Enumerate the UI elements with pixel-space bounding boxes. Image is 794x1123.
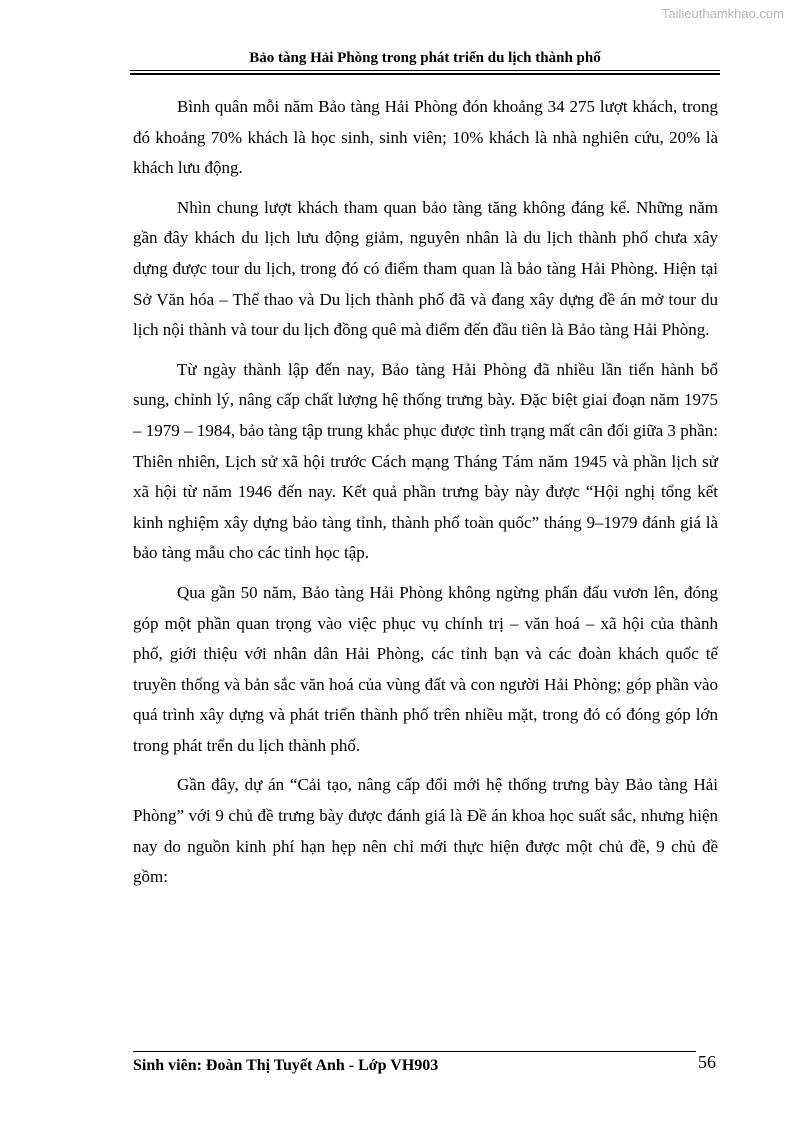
header-rule-thick (130, 73, 720, 75)
paragraph-renovation-project: Gần đây, dự án “Cải tạo, nâng cấp đổi mới hệ thống trưng bày Bảo tàng Hải Phòng” với 9 chủ đề trưng bày được đánh giá là Đề án khoa học suất sắc, nhưng hiện nay do nguồn kinh phí hạn hẹp nên chỉ mới thực hiện được một chủ đề, 9 chủ đề gồm: (133, 775, 718, 887)
paragraph-visitor-trend: Nhìn chung lượt khách tham quan bảo tàng tăng không đáng kể. Những năm gần đây khách du lịch lưu động giảm, nguyên nhân là du lịch thành phố chưa xây dựng được tour du lịch, trong đó có điểm tham quan là bảo tàng Hải Phòng. Hiện tại Sở Văn hóa – Thể thao và Du lịch thành phố đã và đang xây dựng đề án mở tour du lịch nội thành và tour du lịch đồng quê mà điểm đến đầu tiên là Bảo tàng Hải Phòng. (133, 197, 718, 340)
paragraph-contributions: Qua gần 50 năm, Bảo tàng Hải Phòng không ngừng phấn đấu vươn lên, đóng góp một phần quan trọng vào việc phục vụ chính trị – văn hoá – xã hội của thành phố, giới thiệu với nhân dân Hải Phòng, các tỉnh bạn và các đoàn khách quốc tế truyền thống và bản sắc văn hoá của vùng đất và con người Hải Phòng; góp phần vào quá trình xây dựng và phát triển thành phố trên nhiều mặt, trong đó có đóng góp lớn trong phát trển du lịch thành phố. (133, 582, 718, 755)
page-number: 56 (698, 1052, 716, 1072)
footer-rule (133, 1051, 696, 1052)
document-body (133, 92, 718, 902)
paragraph-visitor-stats: Bình quân mỗi năm Bảo tàng Hải Phòng đón khoảng 34 275 lượt khách, trong đó khoảng 70% khách là học sinh, sinh viên; 10% khách là nhà nghiên cứu, 20% là khách lưu động. (133, 97, 718, 178)
paragraph-exhibition-history: Từ ngày thành lập đến nay, Bảo tàng Hải Phòng đã nhiều lần tiến hành bổ sung, chỉnh lý, nâng cấp chất lượng hệ thống trưng bày. Đặc biệt giai đoạn năm 1975 – 1979 – 1984, bảo tàng tập trung khắc phục được tình trạng mất cân đối giữa 3 phần: Thiên nhiên, Lịch sử xã hội trước Cách mạng Tháng Tám năm 1945 và phần lịch sử xã hội từ năm 1946 đến nay. Kết quả phần trưng bày này được “Hội nghị tổng kết kinh nghiệm xây dựng bảo tàng tỉnh, thành phố toàn quốc” tháng 9–1979 đánh giá là bảo tàng mẫu cho các tỉnh học tập. (133, 359, 718, 563)
header-rule-thin (130, 70, 720, 71)
watermark-text: Tailieuthamkhao.com (661, 6, 784, 21)
footer-student-info: Sinh viên: Đoàn Thị Tuyết Anh - Lớp VH903 (133, 1057, 439, 1074)
running-header-title: Bảo tàng Hải Phòng trong phát triển du lịch thành phố (249, 50, 601, 66)
